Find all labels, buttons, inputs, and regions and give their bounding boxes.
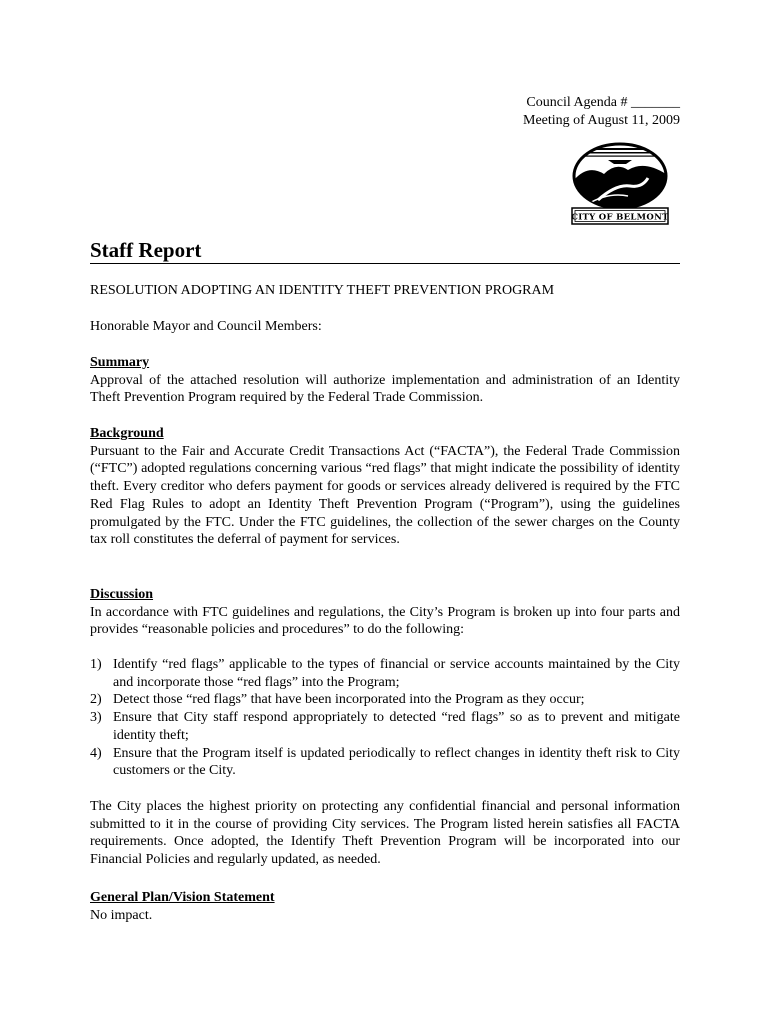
discussion-heading: Discussion — [90, 587, 154, 602]
list-item — [90, 745, 680, 780]
list-item-text: Ensure that the Program itself is updated periodically to reflect changes in identity theft risk to City customers or the City. — [113, 745, 680, 779]
list-item-number: 1) — [90, 657, 102, 672]
general-plan-heading: General Plan/Vision Statement — [90, 890, 275, 905]
discussion-list — [90, 656, 680, 780]
report-subject: RESOLUTION ADOPTING AN IDENTITY THEFT PREVENTION PROGRAM — [90, 283, 555, 298]
background-section — [90, 425, 680, 549]
list-item-number: 3) — [90, 710, 102, 726]
seal-text: CITY OF BELMONT — [571, 212, 669, 223]
agenda-header — [523, 94, 680, 130]
list-item-text: Detect those “red flags” that have been incorporated into the Program as they occur; — [113, 692, 585, 708]
list-item-number: 4) — [90, 745, 102, 761]
list-item — [90, 691, 680, 709]
list-item-text: Ensure that City staff respond appropriately to detected “red flags” so as to prevent and mitigate identity theft; — [113, 710, 680, 743]
salutation: Honorable Mayor and Council Members: — [90, 319, 322, 334]
general-plan-text: No impact. — [90, 907, 153, 923]
discussion-closing: The City places the highest priority on protecting any confidential financial and personal information submitted to it in the course of providing City services. The Program listed herein satisfies all FACTA requirements. Once adopted, the Identify Theft Prevention Program will be incorporated into our Financial Policies and regularly updated, as needed. — [90, 799, 680, 868]
summary-section — [90, 354, 680, 407]
list-item-text: Identify “red flags” applicable to the types of financial or service accounts maintained by the City and incorporate those “red flags” into the Program; — [113, 657, 680, 690]
list-item-number: 2) — [90, 692, 102, 708]
discussion-section — [90, 586, 680, 639]
city-seal-icon — [568, 140, 672, 226]
background-text: Pursuant to the Fair and Accurate Credit Transactions Act (“FACTA”), the Federal Trade Commission (“FTC”) adopted regulations concerning various “red flags” that might indicate the possibility of identity theft. Every creditor who defers payment for goods or services already delivered is required by the FTC Red Flag Rules to adopt an Identity Theft Prevention Program (“Program”), using the guidelines promulgated by the FTC. Under the FTC guidelines, the collection of the sewer charges on the County tax roll constitutes the deferral of payment for services. — [90, 443, 680, 548]
title-rule — [90, 238, 680, 264]
discussion-text: In accordance with FTC guidelines and regulations, the City’s Program is broken up into four parts and provides “reasonable policies and procedures” to do the following: — [90, 604, 680, 638]
agenda-number-line: Council Agenda # _______ — [526, 95, 680, 110]
page-title: Staff Report — [90, 238, 202, 262]
general-plan-section — [90, 889, 680, 924]
list-item — [90, 656, 680, 691]
meeting-date-line: Meeting of August 11, 2009 — [523, 113, 680, 128]
summary-heading: Summary — [90, 355, 150, 370]
list-item — [90, 709, 680, 744]
summary-text: Approval of the attached resolution will authorize implementation and administration of an Identity Theft Prevention Program required by the Federal Trade Commission. — [90, 372, 680, 406]
background-heading: Background — [90, 426, 164, 441]
